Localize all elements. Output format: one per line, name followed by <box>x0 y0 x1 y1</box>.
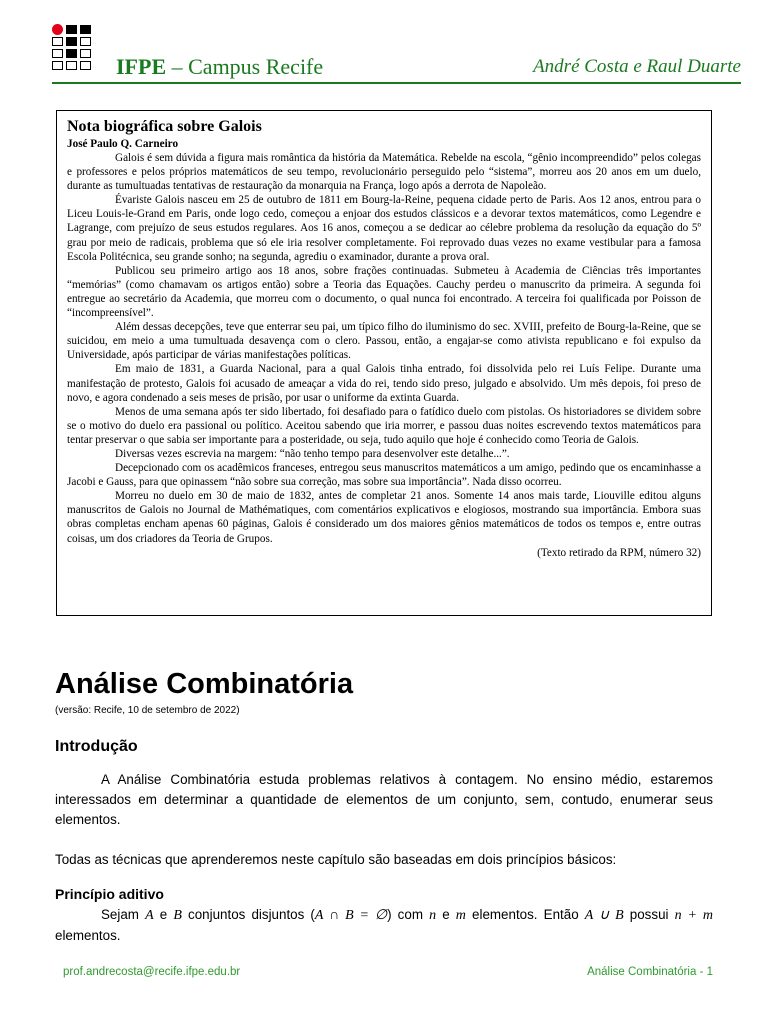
footer-page-label: Análise Combinatória - 1 <box>587 966 713 978</box>
ifpe-logo <box>52 24 94 72</box>
math-var: m <box>455 908 466 923</box>
header-separator: – <box>166 54 189 79</box>
biography-paragraph: Em maio de 1831, a Guarda Nacional, para a qual Galois tinha entrado, foi dissolvida pelo rei Luís Felipe. Durante uma manifestação de protesto, Galois foi acusado de ameaçar a vida do rei, tendo sido preso, julgado e absolvido. Um mês depois, foi preso de novo, e agora condenado a seis meses de prisão, por usar o uniforme da extinta Guarda. <box>67 363 701 404</box>
rule-text: elementos. Então <box>465 907 585 922</box>
logo-square <box>80 61 91 70</box>
intro-paragraph: A Análise Combinatória estuda problemas relativos à contagem. No ensino médio, estaremos interessados em determinar a quantidade de elementos de um conjunto, sem, contudo, enumerar seus elementos. <box>55 772 713 827</box>
subsection-heading: Princípio aditivo <box>55 886 164 902</box>
math-var: n <box>429 908 437 923</box>
logo-square <box>52 37 63 46</box>
logo-square <box>66 25 77 34</box>
logo-square <box>66 61 77 70</box>
footer-email[interactable]: prof.andrecosta@recife.ifpe.edu.br <box>63 966 241 978</box>
logo-square <box>52 61 63 70</box>
logo-square <box>66 49 77 58</box>
campus-name: Campus Recife <box>188 54 324 79</box>
rule-text: ) com <box>387 907 430 922</box>
rule-text: e <box>436 907 456 922</box>
biography-author: José Paulo Q. Carneiro <box>67 138 179 150</box>
page-title: Análise Combinatória <box>55 668 354 700</box>
biography-paragraph: Morreu no duelo em 30 de maio de 1832, antes de completar 21 anos. Somente 14 anos mais tarde, Liouville editou alguns manuscritos de Galois no Journal de Mathématiques, com comentários explicativos e elogiosos, mostrando sua importância. Embora suas obras completas encham apenas 60 páginas, Galois é considerado um dos maiores gênios matemáticos de todos os tempos e, entre outras coisas, um dos criadores da Teoria de Grupos. <box>67 490 701 545</box>
biography-paragraph: Diversas vezes escrevia na margem: “não tenho tempo para desenvolver este detalhe...”. <box>115 447 510 460</box>
biography-paragraph: Évariste Galois nasceu em 25 de outubro de 1811 em Bourg-la-Reine, pequena cidade perto de Paris. Aos 12 anos, entrou para o Liceu Louis-le-Grand em Paris, onde logo cedo, começou a enjoar dos estudos clássicos e a devorar textos matemáticos, como Legendre e Lagrange, com prejuízo de seus estudos regulares. Aos 16 anos, começou a se dedicar ao célebre problema da resolução da equação do 5º grau por meio de radicais, problema que só ele iria resolver completamente. Foi reprovado duas vezes no exame vestibular para a famosa Escola Politécnica, seu grande sonho; na segunda, agrediu o examinador, durante a prova oral. <box>67 194 701 263</box>
header-authors: André Costa e Raul Duarte <box>533 56 741 77</box>
logo-square <box>52 49 63 58</box>
institution-name: IFPE <box>116 54 167 79</box>
rule-text: Sejam <box>101 907 146 922</box>
math-expression: n + m <box>674 908 713 923</box>
rule-text: conjuntos disjuntos ( <box>181 907 315 922</box>
math-var: A <box>145 908 154 923</box>
logo-square <box>80 49 91 58</box>
logo-red-dot <box>52 24 63 35</box>
rule-text: possui <box>623 907 675 922</box>
biography-box <box>56 110 712 616</box>
section-heading: Introdução <box>55 738 138 755</box>
biography-paragraph: Menos de uma semana após ter sido libertado, foi desafiado para o fatídico duelo com pistolas. Os historiadores se dividem sobre se o motivo do duelo era passional ou político. Aceitou sabendo que iria morrer, e passou duas noites escrevendo textos matemáticos para tentar preservar o que sabia ser importante para a posteridade, ou seja, tudo aquilo que hoje é conhecido como Teoria de Galois. <box>67 405 701 446</box>
header-rule <box>52 82 741 84</box>
biography-paragraph: Galois é sem dúvida a figura mais romântica da história da Matemática. Rebelde na escola, “gênio incompreendido” pelos colegas e professores e pelos próprios matemáticos de seu tempo, revolucionário perseguido pelo “sistema”, morreu aos 20 anos em um duelo, durante as tumultuadas tentativas de restauração da monarquia na França, logo após a derrota de Napoleão. <box>67 152 701 193</box>
math-expression: A ∪ B <box>584 908 624 923</box>
rule-text: e <box>153 907 174 922</box>
additive-rule <box>55 905 713 946</box>
logo-square <box>80 25 91 34</box>
biography-paragraph: Publicou seu primeiro artigo aos 18 anos, sobre frações continuadas. Submeteu à Academia de Ciências três importantes “memórias” (como chamavam os artigos então) sobre a Teoria das Equações. Cauchy perdeu o manuscrito da primeira. A segunda foi entregue ao secretário da Academia, que morreu com o documento, o qual nunca foi encontrado. A terceira foi qualificada por Poisson de “incompreensível”. <box>67 264 701 320</box>
math-var: B <box>173 908 182 923</box>
version-note: (versão: Recife, 10 de setembro de 2022) <box>55 705 240 716</box>
math-expression: A ∩ B = ∅ <box>314 908 388 923</box>
biography-title: Nota biográfica sobre Galois <box>67 118 262 135</box>
rule-text: elementos. <box>55 928 121 943</box>
biography-source: (Texto retirado da RPM, número 32) <box>537 546 701 559</box>
biography-paragraph: Além dessas decepções, teve que enterrar seu pai, um típico filho do iluminismo do sec. XVIII, prefeito de Bourg-la-Reine, que se suicidou, em meio a uma tumultuada desavença com o clero. Passou, então, a engajar-se como ativista republicano e foi expulso da Universidade, após participar de várias manifestações políticas. <box>67 321 701 362</box>
logo-square <box>80 37 91 46</box>
principles-paragraph: Todas as técnicas que aprenderemos neste capítulo são baseadas em dois princípios básicos: <box>55 852 617 867</box>
header-institution <box>116 54 323 80</box>
logo-square <box>66 37 77 46</box>
biography-paragraph: Decepcionado com os acadêmicos franceses, entregou seus manuscritos matemáticos a um amigo, pedindo que os encaminhasse a Jacobi e Gauss, para que opinassem “não sobre sua correção, mas sobre sua importância”. Nada disso ocorreu. <box>67 462 701 489</box>
